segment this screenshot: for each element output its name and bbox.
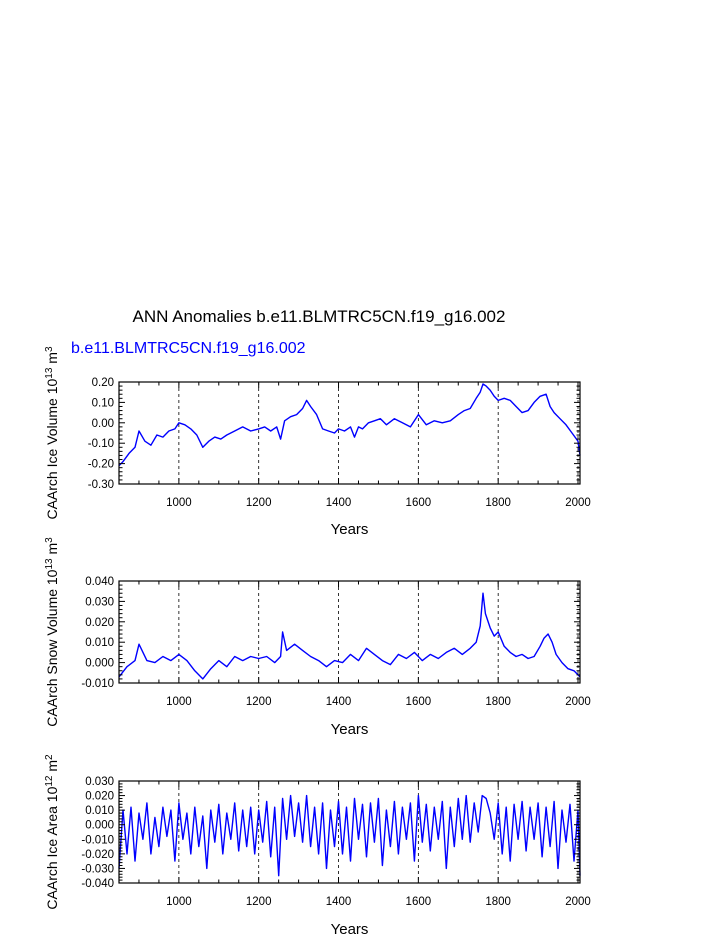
y-tick-label: -0.030 [81,863,114,876]
x-tick-label: 2000 [565,497,591,509]
x-tick-label: 1400 [325,497,352,509]
x-tick-label: 1800 [485,696,511,708]
panel-1 [44,346,591,538]
plot-frame [119,382,580,484]
panel-2 [44,537,591,738]
x-tick-label: 1600 [405,696,432,708]
y-tick-label: 0.00 [91,417,114,430]
series-line-3 [119,796,580,876]
y-axis-label: CAArch Ice Volume $10^{13}$ $m^3$ [43,346,60,520]
x-tick-label: 2000 [565,896,591,908]
x-tick-label: 1000 [166,497,192,509]
x-axis-label: Years [330,721,369,738]
y-axis-label: CAArch Snow Volume $10^{13}$ $m^3$ [43,537,60,727]
y-tick-label: 0.010 [85,805,114,818]
x-tick-label: 1200 [245,896,272,908]
x-tick-label: 1400 [325,896,352,908]
y-tick-label: 0.020 [85,790,114,803]
figure-title: ANN Anomalies b.e11.BLMTRC5CN.f19_g16.002 [132,307,506,326]
y-tick-label: -0.10 [87,438,114,451]
panels-group [44,346,591,935]
plot-frame [119,581,580,683]
x-tick-label: 1000 [166,896,192,908]
case-label: b.e11.BLMTRC5CN.f19_g16.002 [71,340,306,357]
x-tick-label: 2000 [565,696,591,708]
y-axis-label: CAArch Ice Area $10^{12}$ $m^2$ [43,754,60,910]
x-tick-label: 1000 [166,696,192,708]
x-tick-label: 1600 [405,896,432,908]
y-tick-label: -0.010 [81,678,114,690]
x-tick-label: 1800 [485,896,511,908]
series-line-1 [119,384,580,466]
y-tick-label: 0.000 [85,657,114,670]
y-tick-label: 0.030 [85,776,114,788]
series-line-2 [119,593,580,679]
y-tick-label: 0.030 [85,596,114,609]
x-tick-label: 1200 [245,696,272,708]
y-tick-label: 0.040 [85,576,114,588]
y-tick-label: -0.020 [81,848,114,861]
y-tick-label: 0.010 [85,637,114,650]
y-tick-label: -0.040 [81,878,114,890]
x-axis-label: Years [330,521,369,538]
y-tick-label: -0.30 [87,479,114,491]
x-tick-label: 1800 [485,497,511,509]
x-tick-label: 1400 [325,696,352,708]
y-tick-label: 0.20 [91,377,114,389]
x-axis-label: Years [330,921,369,935]
panel-3 [44,754,591,935]
y-tick-label: 0.020 [85,616,114,629]
y-tick-label: 0.10 [91,397,114,410]
y-tick-label: 0.000 [85,819,114,832]
y-tick-label: -0.010 [81,834,114,847]
y-tick-label: -0.20 [87,458,114,471]
x-tick-label: 1600 [405,497,432,509]
x-tick-label: 1200 [245,497,272,509]
